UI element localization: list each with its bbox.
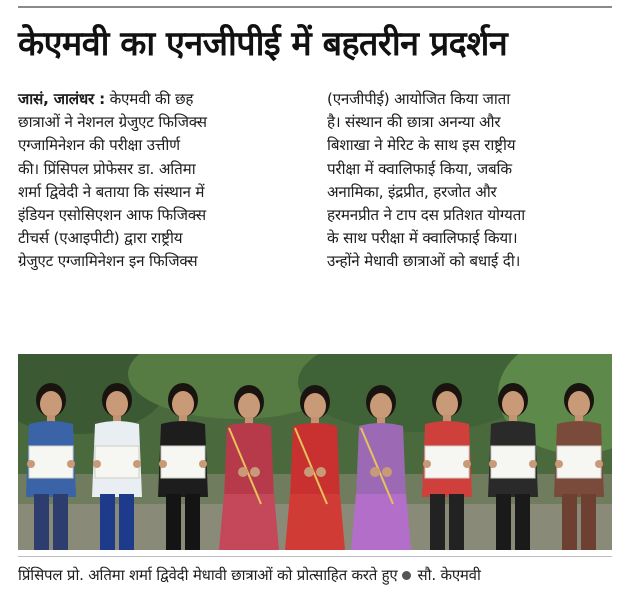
certificate-paper [557,446,601,478]
article-line: एग्जामिनेशन की परीक्षा उत्तीर्ण [18,136,180,155]
photo-caption [18,562,618,588]
caption-text: प्रिंसिपल प्रो. अतिमा शर्मा द्विवेदी मेधावी छात्राओं को प्रोत्साहित करते हुए [18,566,398,584]
article-line: के साथ परीक्षा में क्वालिफाई किया। [327,229,518,248]
dateline: जासं, जालंधर : [18,90,105,108]
credit-bullet-icon [402,571,411,580]
certificate-paper [95,446,139,478]
article-line: (एनजीपीई) आयोजित किया जाता [327,90,511,108]
article-line: अनामिका, इंद्रप्रीत, हरजोत और [327,182,497,201]
headline: केएमवी का एनजीपीई में बहतरीन प्रदर्शन [18,24,508,64]
article-line: बिशाखा ने मेरिट के साथ इस राष्ट्रीय [327,136,516,155]
caption-divider [18,556,612,557]
top-divider [18,6,612,8]
article-line: उन्होंने मेधावी छात्राओं को बधाई दी। [327,252,521,271]
certificate-paper [425,446,469,478]
article-line: परीक्षा में क्वालिफाई किया, जबकि [327,159,512,178]
article-line: हरमनप्रीत ने टाप दस प्रतिशत योग्यता [327,205,525,224]
article-line: है। संस्थान की छात्रा अनन्या और [327,113,501,132]
certificate-paper [161,446,205,478]
photo-credit: सौ. केएमवी [417,566,481,584]
article-line: जासं, जालंधर : केएमवी की छह [18,90,194,108]
group-photo-illustration [18,354,612,550]
certificate-paper [491,446,535,478]
article-column-left [18,88,308,274]
group-photo [18,354,612,550]
article-column-right [327,88,617,274]
article-line: छात्राओं ने नेशनल ग्रेजुएट फिजिक्स [18,113,207,132]
article-line: ग्रेजुएट एग्जामिनेशन इन फिजिक्स [18,252,198,271]
certificate-paper [29,446,73,478]
article-line: इंडियन एसोसिएशन आफ फिजिक्स [18,205,206,224]
article-line: टीचर्स (एआइपीटी) द्वारा राष्ट्रीय [18,229,183,248]
article-line: की। प्रिंसिपल प्रोफेसर डा. अतिमा [18,159,196,178]
article-line: शर्मा द्विवेदी ने बताया कि संस्थान में [18,182,205,201]
